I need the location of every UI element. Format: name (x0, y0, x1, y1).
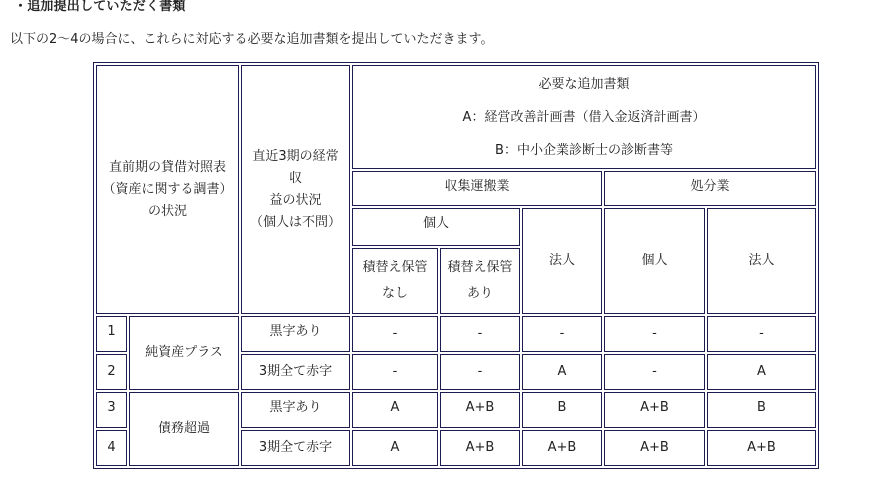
header-pl-line-1: 直近3期の経常収 (252, 148, 339, 186)
header-bs-line-2: （資産に関する調書） (102, 181, 233, 197)
row-income-status: 3期全て赤字 (241, 430, 350, 466)
table-row (96, 316, 816, 352)
header-income-status (241, 65, 350, 314)
cell-value: - (604, 354, 705, 390)
row-number: 4 (96, 430, 127, 466)
cell-value: - (707, 316, 816, 352)
header-pl-line-2: 益の状況 (269, 192, 322, 208)
row-income-status: 黒字あり (241, 392, 350, 428)
cell-value: B (707, 392, 816, 428)
cell-value: A+B (522, 430, 602, 466)
document-b-label: B：中小企業診断士の診断書等 (495, 142, 673, 158)
cell-value: - (352, 316, 438, 352)
cell-value: - (440, 316, 520, 352)
cell-value: B (522, 392, 602, 428)
group-debt-exceeded: 債務超過 (129, 392, 239, 466)
storage-yes-line-2: あり (466, 286, 493, 301)
header-bs-line-3: の状況 (147, 203, 187, 219)
cell-value: A+B (604, 430, 705, 466)
header-collection-transport: 収集運搬業 (352, 171, 602, 206)
additional-documents-table (93, 62, 819, 469)
table-row (96, 392, 816, 428)
row-number: 2 (96, 354, 127, 390)
required-documents-title: 必要な追加書類 (538, 76, 630, 92)
row-income-status: 3期全て赤字 (241, 354, 350, 390)
cell-value: - (522, 316, 602, 352)
intro-text: 以下の2〜4の場合に、これらに対応する必要な追加書類を提出していただきます。 (10, 32, 494, 47)
cell-value: A+B (440, 430, 520, 466)
header-pl-line-3: （個人は不問） (249, 214, 341, 230)
cell-value: A+B (440, 392, 520, 428)
row-income-status: 黒字あり (241, 316, 350, 352)
header-storage-yes (440, 248, 520, 314)
header-disposal-corporation: 法人 (707, 208, 816, 314)
storage-yes-line-1: 積替え保管 (447, 260, 513, 275)
cell-value: A (352, 430, 438, 466)
header-balance-sheet-status (96, 65, 239, 314)
storage-none-line-1: 積替え保管 (362, 260, 428, 275)
cell-value: A+B (707, 430, 816, 466)
cell-value: A (522, 354, 602, 390)
section-heading: ・追加提出していただく書類 (14, 0, 186, 14)
header-collection-corporation: 法人 (522, 208, 602, 314)
cell-value: - (352, 354, 438, 390)
document-a-label: A：経営改善計画書（借入金返済計画書） (462, 109, 706, 125)
cell-value: A+B (604, 392, 705, 428)
header-disposal: 処分業 (604, 171, 816, 206)
storage-none-line-2: なし (381, 286, 408, 301)
cell-value: - (604, 316, 705, 352)
group-net-assets-plus: 純資産プラス (129, 316, 239, 390)
row-number: 1 (96, 316, 127, 352)
cell-value: A (352, 392, 438, 428)
header-bs-line-1: 直前期の貸借対照表 (108, 159, 226, 175)
row-number: 3 (96, 392, 127, 428)
header-disposal-individual: 個人 (604, 208, 705, 314)
header-required-documents (352, 65, 816, 169)
header-collection-individual: 個人 (352, 208, 520, 246)
cell-value: - (440, 354, 520, 390)
cell-value: A (707, 354, 816, 390)
header-storage-none (352, 248, 438, 314)
